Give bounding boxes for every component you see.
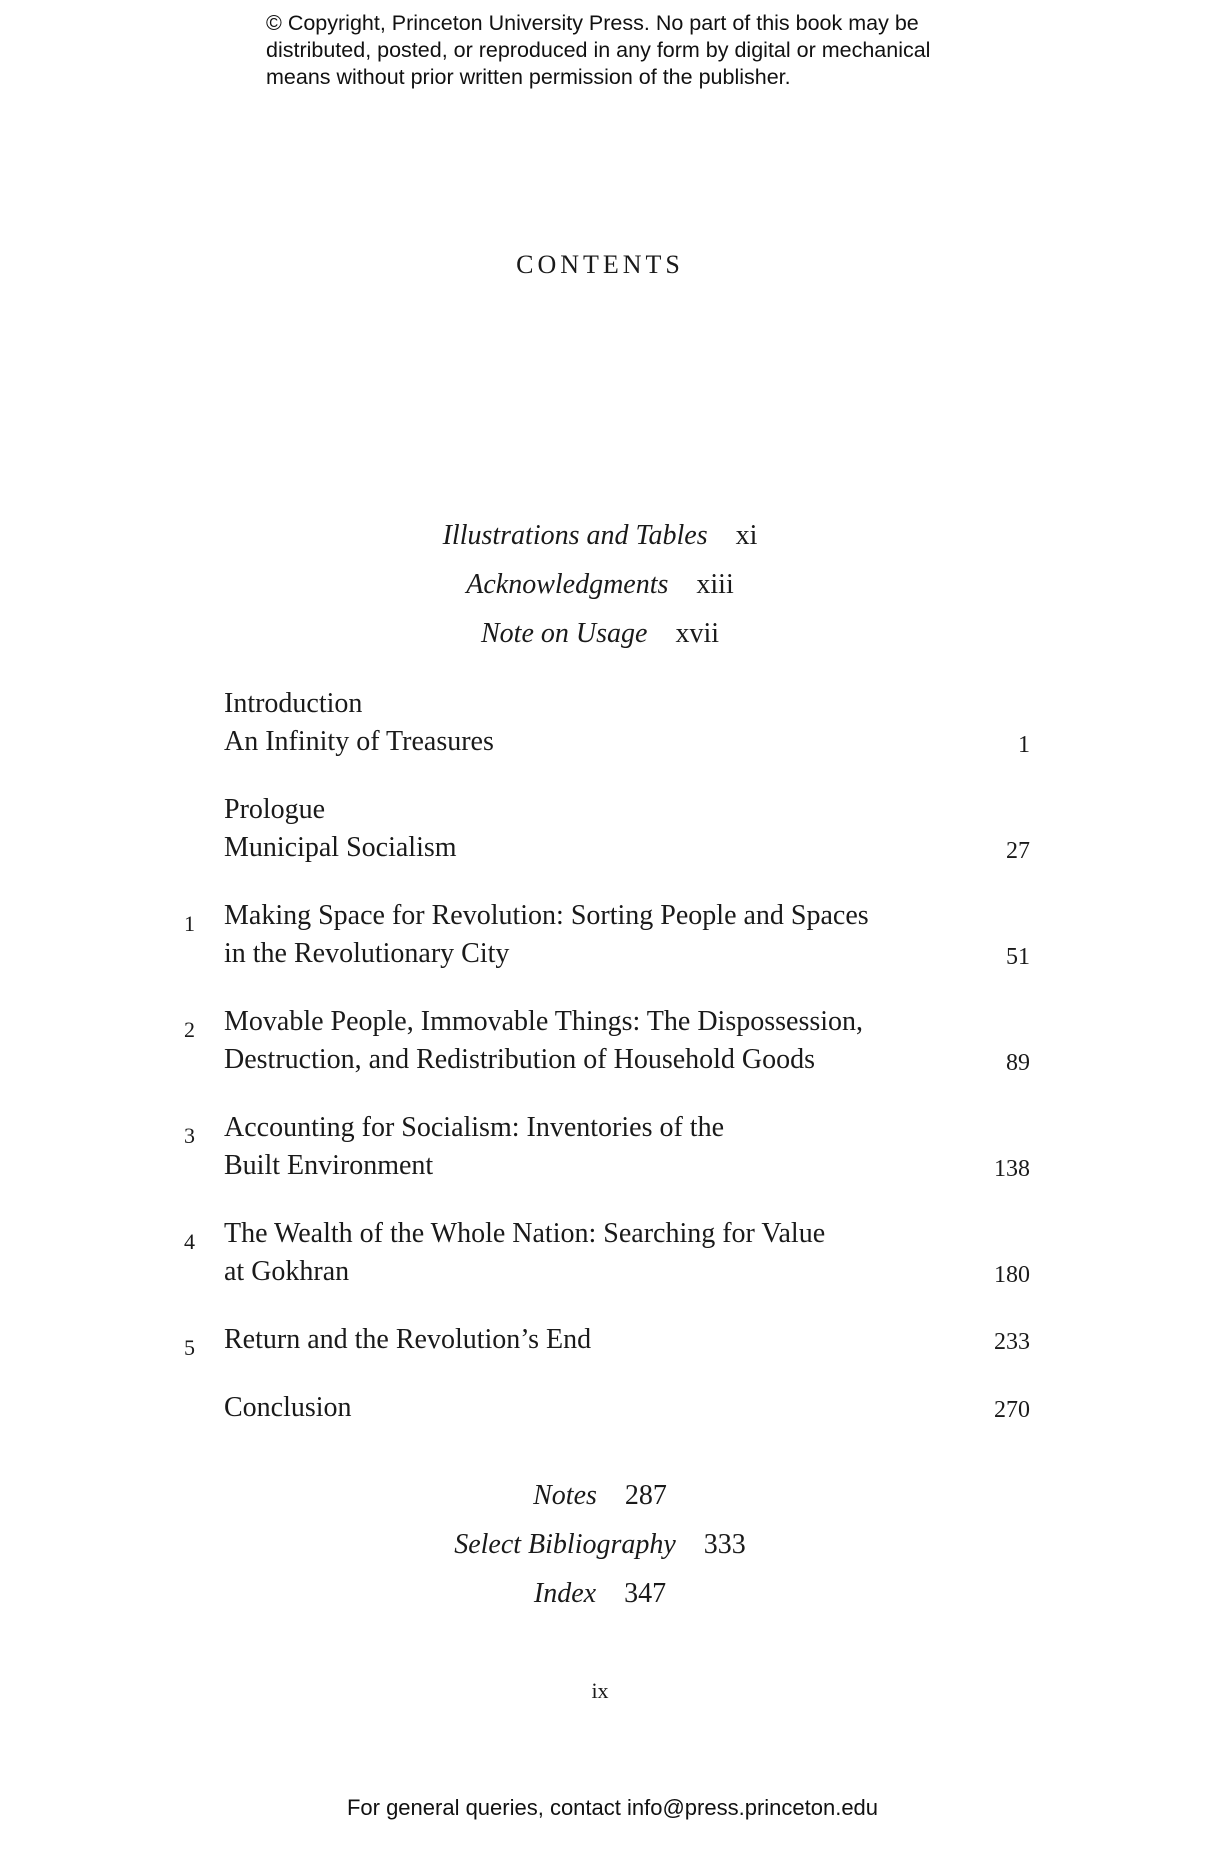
back-matter-title: Notes — [533, 1480, 597, 1511]
chapter-page: 51 — [1006, 944, 1030, 970]
chapter-title-line: Accounting for Socialism: Inventories of the — [224, 1112, 724, 1143]
front-matter-title: Note on Usage — [481, 618, 648, 649]
back-matter-title: Select Bibliography — [454, 1529, 676, 1560]
contact-footer: For general queries, contact info@press.princeton.edu — [346, 1795, 879, 1820]
chapter-title-line: Municipal Socialism — [224, 832, 457, 863]
chapter-page: 270 — [994, 1397, 1030, 1423]
chapter-title-line: Conclusion — [224, 1392, 352, 1423]
chapter-number: 5 — [184, 1335, 195, 1360]
back-matter-title: Index — [533, 1578, 597, 1609]
chapter-title-line: Built Environment — [224, 1150, 434, 1181]
chapter-number: 1 — [184, 911, 195, 936]
front-matter-page: xi — [735, 520, 758, 551]
page-title: CONTENTS — [516, 250, 684, 279]
back-matter-page: 287 — [624, 1480, 667, 1511]
chapter-number: 2 — [184, 1017, 195, 1042]
chapter-title-line: Destruction, and Redistribution of Household Goods — [224, 1044, 816, 1075]
front-matter-item[interactable] — [0, 520, 1200, 552]
front-matter-page: xvii — [675, 618, 719, 649]
chapter-title-line: The Wealth of the Whole Nation: Searching for Value — [224, 1218, 826, 1249]
chapter-page: 89 — [1006, 1050, 1030, 1076]
chapter-title-line: in the Revolutionary City — [224, 938, 510, 969]
page-number: ix — [591, 1678, 609, 1703]
back-matter-item[interactable] — [0, 1480, 1200, 1512]
back-matter-page: 333 — [703, 1529, 746, 1560]
chapter-page: 233 — [994, 1329, 1030, 1355]
chapter-title-line: Introduction — [224, 688, 363, 719]
chapter-title-line: Prologue — [224, 794, 326, 825]
chapter-title-line: Movable People, Immovable Things: The Dispossession, — [224, 1006, 864, 1037]
chapter-title-line: at Gokhran — [224, 1256, 350, 1287]
chapter-page: 138 — [994, 1156, 1030, 1182]
copyright-line: distributed, posted, or reproduced in any form by digital or mechanical — [266, 38, 931, 62]
chapter-title — [224, 1109, 924, 1185]
front-matter-item[interactable] — [0, 618, 1200, 650]
chapter-title — [224, 1321, 924, 1359]
chapter-number: 4 — [184, 1229, 195, 1254]
chapter-number: 3 — [184, 1123, 195, 1148]
chapter-title — [224, 1389, 924, 1427]
front-matter-title: Acknowledgments — [466, 569, 669, 600]
chapter-title-line: Return and the Revolution’s End — [224, 1324, 592, 1355]
chapter-title — [224, 791, 924, 867]
chapter-title — [224, 685, 924, 761]
copyright-line: © Copyright, Princeton University Press. No part of this book may be — [266, 11, 919, 35]
chapter-page: 180 — [994, 1262, 1030, 1288]
back-matter-item[interactable] — [0, 1578, 1200, 1610]
copyright-line: means without prior written permission of the publisher. — [266, 65, 791, 89]
back-matter-item[interactable] — [0, 1529, 1200, 1561]
front-matter-page: xiii — [696, 569, 734, 600]
chapter-title — [224, 1003, 924, 1079]
chapter-page: 1 — [1018, 732, 1030, 758]
chapter-page: 27 — [1006, 838, 1030, 864]
chapter-title-line: An Infinity of Treasures — [224, 726, 494, 757]
front-matter-item[interactable] — [0, 569, 1200, 601]
chapter-title — [224, 897, 924, 973]
chapter-title — [224, 1215, 924, 1291]
copyright-notice — [266, 10, 986, 91]
chapter-title-line: Making Space for Revolution: Sorting People and Spaces — [224, 900, 869, 931]
front-matter-title: Illustrations and Tables — [442, 520, 708, 551]
back-matter-page: 347 — [624, 1578, 667, 1609]
